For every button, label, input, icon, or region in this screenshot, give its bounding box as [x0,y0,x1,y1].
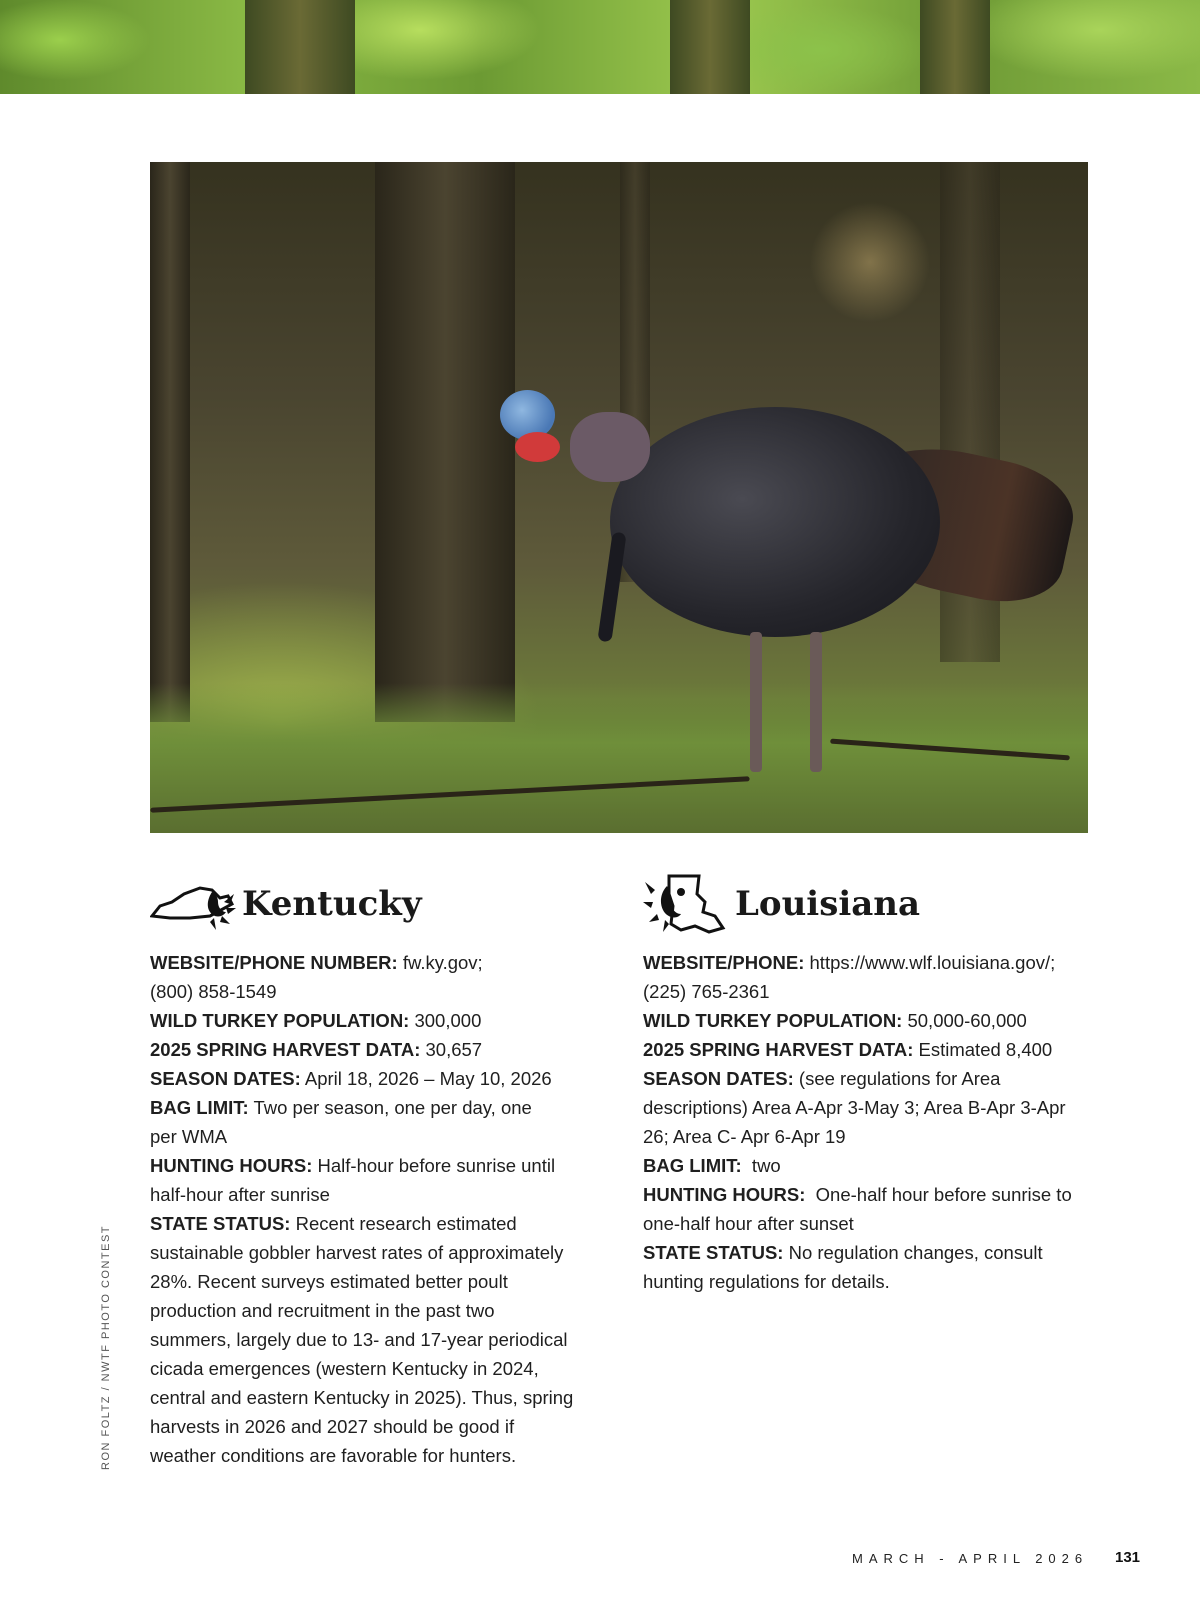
info-value: hunting regulations for details. [643,1271,890,1292]
photo-credit: RON FOLTZ / NWTF PHOTO CONTEST [100,1224,112,1470]
info-value: April 18, 2026 – May 10, 2026 [300,1068,552,1089]
info-line [150,1209,600,1238]
issue-date: MARCH - APRIL 2026 [852,1551,1089,1566]
info-label: SEASON DATES: [643,1068,794,1089]
info-value: (see regulations for Area [793,1068,1001,1089]
info-line [150,1325,600,1354]
info-line [150,1238,600,1267]
info-line [150,1180,600,1209]
info-label: WILD TURKEY POPULATION: [150,1010,410,1031]
kentucky-section [150,872,600,1470]
info-line [150,1296,600,1325]
info-line [643,1064,1098,1093]
info-value: https://www.wlf.louisiana.gov/; [804,952,1056,973]
info-line [150,1383,600,1412]
info-line [150,1064,600,1093]
info-line [150,1354,600,1383]
louisiana-heading [643,872,1098,936]
info-line [150,1151,600,1180]
info-line [150,1035,600,1064]
info-label: WEBSITE/PHONE NUMBER: [150,952,398,973]
info-value: 300,000 [409,1010,482,1031]
info-label: HUNTING HOURS: [150,1155,313,1176]
info-value: weather conditions are favorable for hunters. [150,1445,517,1466]
info-line [150,1412,600,1441]
info-line [643,1122,1098,1151]
info-value: descriptions) Area A-Apr 3-May 3; Area B-Apr 3-Apr [643,1097,1066,1118]
info-line [643,977,1098,1006]
info-label: BAG LIMIT: [643,1155,742,1176]
info-value: (800) 858-1549 [150,981,277,1002]
info-label: WILD TURKEY POPULATION: [643,1010,903,1031]
info-line [643,948,1098,977]
louisiana-info-list [643,948,1098,1296]
info-value: (225) 765-2361 [643,981,770,1002]
turkey-photo [150,162,1088,833]
info-line [150,948,600,977]
info-value: per WMA [150,1126,228,1147]
info-value: No regulation changes, consult [783,1242,1043,1263]
info-line [643,1238,1098,1267]
info-value: 28%. Recent surveys estimated better poult [150,1271,508,1292]
info-value: fw.ky.gov; [397,952,483,973]
info-label: 2025 SPRING HARVEST DATA: [150,1039,421,1060]
info-value: two [741,1155,781,1176]
info-value: Half-hour before sunrise until [312,1155,556,1176]
info-value: 26; Area C- Apr 6-Apr 19 [643,1126,846,1147]
info-value: 50,000-60,000 [902,1010,1027,1031]
info-line [150,1122,600,1151]
info-label: BAG LIMIT: [150,1097,249,1118]
info-line [150,1006,600,1035]
info-value: central and eastern Kentucky in 2025). Thus, spring [150,1387,574,1408]
info-value: summers, largely due to 13- and 17-year periodical [150,1329,568,1350]
info-line [643,1006,1098,1035]
info-label: SEASON DATES: [150,1068,301,1089]
kentucky-turkey-emblem-icon [150,872,236,936]
state-name-kentucky: Kentucky [242,884,422,924]
louisiana-section [643,872,1098,1296]
info-value: harvests in 2026 and 2027 should be good if [150,1416,515,1437]
forest-banner-image [0,0,1200,94]
info-line [643,1267,1098,1296]
info-label: HUNTING HOURS: [643,1184,806,1205]
info-value: sustainable gobbler harvest rates of approximately [150,1242,564,1263]
info-line [643,1035,1098,1064]
info-value: one-half hour after sunset [643,1213,854,1234]
louisiana-turkey-emblem-icon [643,872,729,936]
info-label: STATE STATUS: [150,1213,291,1234]
info-label: WEBSITE/PHONE: [643,952,805,973]
state-name-louisiana: Louisiana [735,884,921,924]
info-line [643,1151,1098,1180]
info-value: half-hour after sunrise [150,1184,330,1205]
page-number: 131 [1115,1549,1141,1566]
kentucky-info-list [150,948,600,1470]
info-value: One-half hour before sunrise to [805,1184,1072,1205]
info-value: Recent research estimated [290,1213,517,1234]
info-line [150,1093,600,1122]
info-label: 2025 SPRING HARVEST DATA: [643,1039,914,1060]
info-value: production and recruitment in the past two [150,1300,495,1321]
info-line [643,1093,1098,1122]
info-value: Estimated 8,400 [913,1039,1053,1060]
info-value: 30,657 [420,1039,483,1060]
info-value: Two per season, one per day, one [248,1097,532,1118]
info-line [150,1441,600,1470]
kentucky-heading [150,872,600,936]
info-line [643,1209,1098,1238]
info-line [150,977,600,1006]
info-line [150,1267,600,1296]
info-label: STATE STATUS: [643,1242,784,1263]
info-line [643,1180,1098,1209]
info-value: cicada emergences (western Kentucky in 2024, [150,1358,539,1379]
